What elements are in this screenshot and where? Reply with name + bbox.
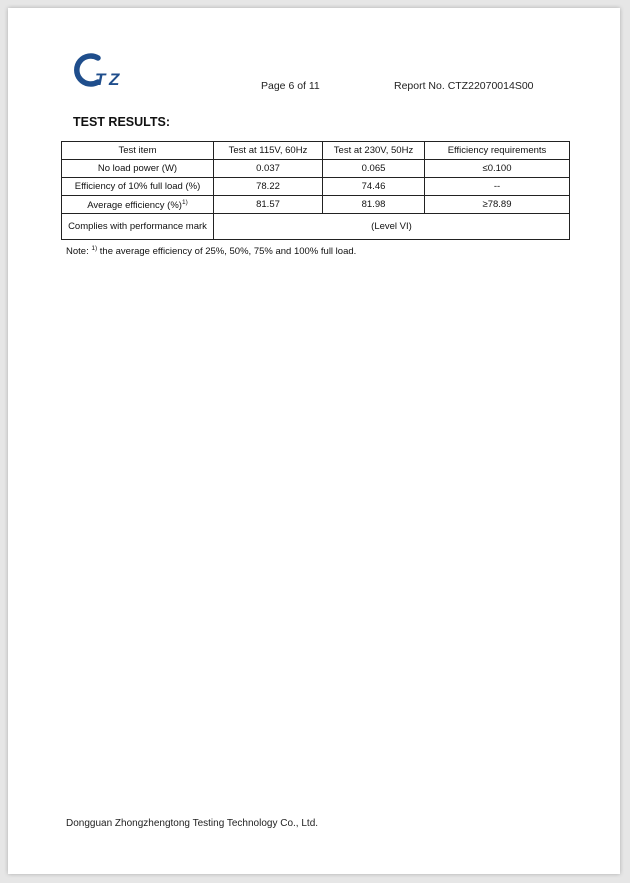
performance-level: (Level VI) (214, 214, 570, 240)
test-results-table (61, 141, 570, 240)
cell-115v: 78.22 (214, 178, 323, 196)
cell-230v: 74.46 (323, 178, 425, 196)
footer-company: Dongguan Zhongzhengtong Testing Technology Co., Ltd. (66, 818, 319, 829)
cell-requirement: ≤0.100 (425, 160, 570, 178)
row-label: Efficiency of 10% full load (%) (62, 178, 214, 196)
report-number: Report No. CTZ22070014S00 (394, 80, 534, 92)
note-text: the average efficiency of 25%, 50%, 75% and 100% full load. (99, 246, 357, 258)
cell-115v: 81.57 (214, 196, 323, 214)
table-note (66, 245, 356, 257)
cell-115v: 0.037 (214, 160, 323, 178)
row-label: No load power (W) (62, 160, 214, 178)
cell-230v: 81.98 (323, 196, 425, 214)
column-header: Test at 230V, 50Hz (323, 142, 425, 160)
page-number: Page 6 of 11 (261, 80, 320, 92)
section-title: TEST RESULTS: (73, 115, 170, 129)
row-label: Complies with performance mark (62, 214, 214, 240)
document-page (8, 8, 620, 874)
cell-requirement: -- (425, 178, 570, 196)
table-row (62, 160, 570, 178)
cell-230v: 0.065 (323, 160, 425, 178)
svg-text:Z: Z (109, 70, 120, 89)
svg-text:T: T (95, 70, 106, 89)
cell-requirement: ≥78.89 (425, 196, 570, 214)
table-row (62, 214, 570, 240)
column-header: Test item (62, 142, 214, 160)
ctz-logo (72, 52, 134, 90)
footnote-marker: 1) (91, 245, 98, 252)
column-header: Test at 115V, 60Hz (214, 142, 323, 160)
row-label: Average efficiency (%) (87, 200, 182, 212)
table-row (62, 178, 570, 196)
table-row (62, 196, 570, 214)
column-header: Efficiency requirements (425, 142, 570, 160)
row-label-cell (62, 196, 214, 214)
note-prefix: Note: (66, 246, 89, 258)
table-header-row (62, 142, 570, 160)
footnote-marker: 1) (181, 199, 188, 207)
